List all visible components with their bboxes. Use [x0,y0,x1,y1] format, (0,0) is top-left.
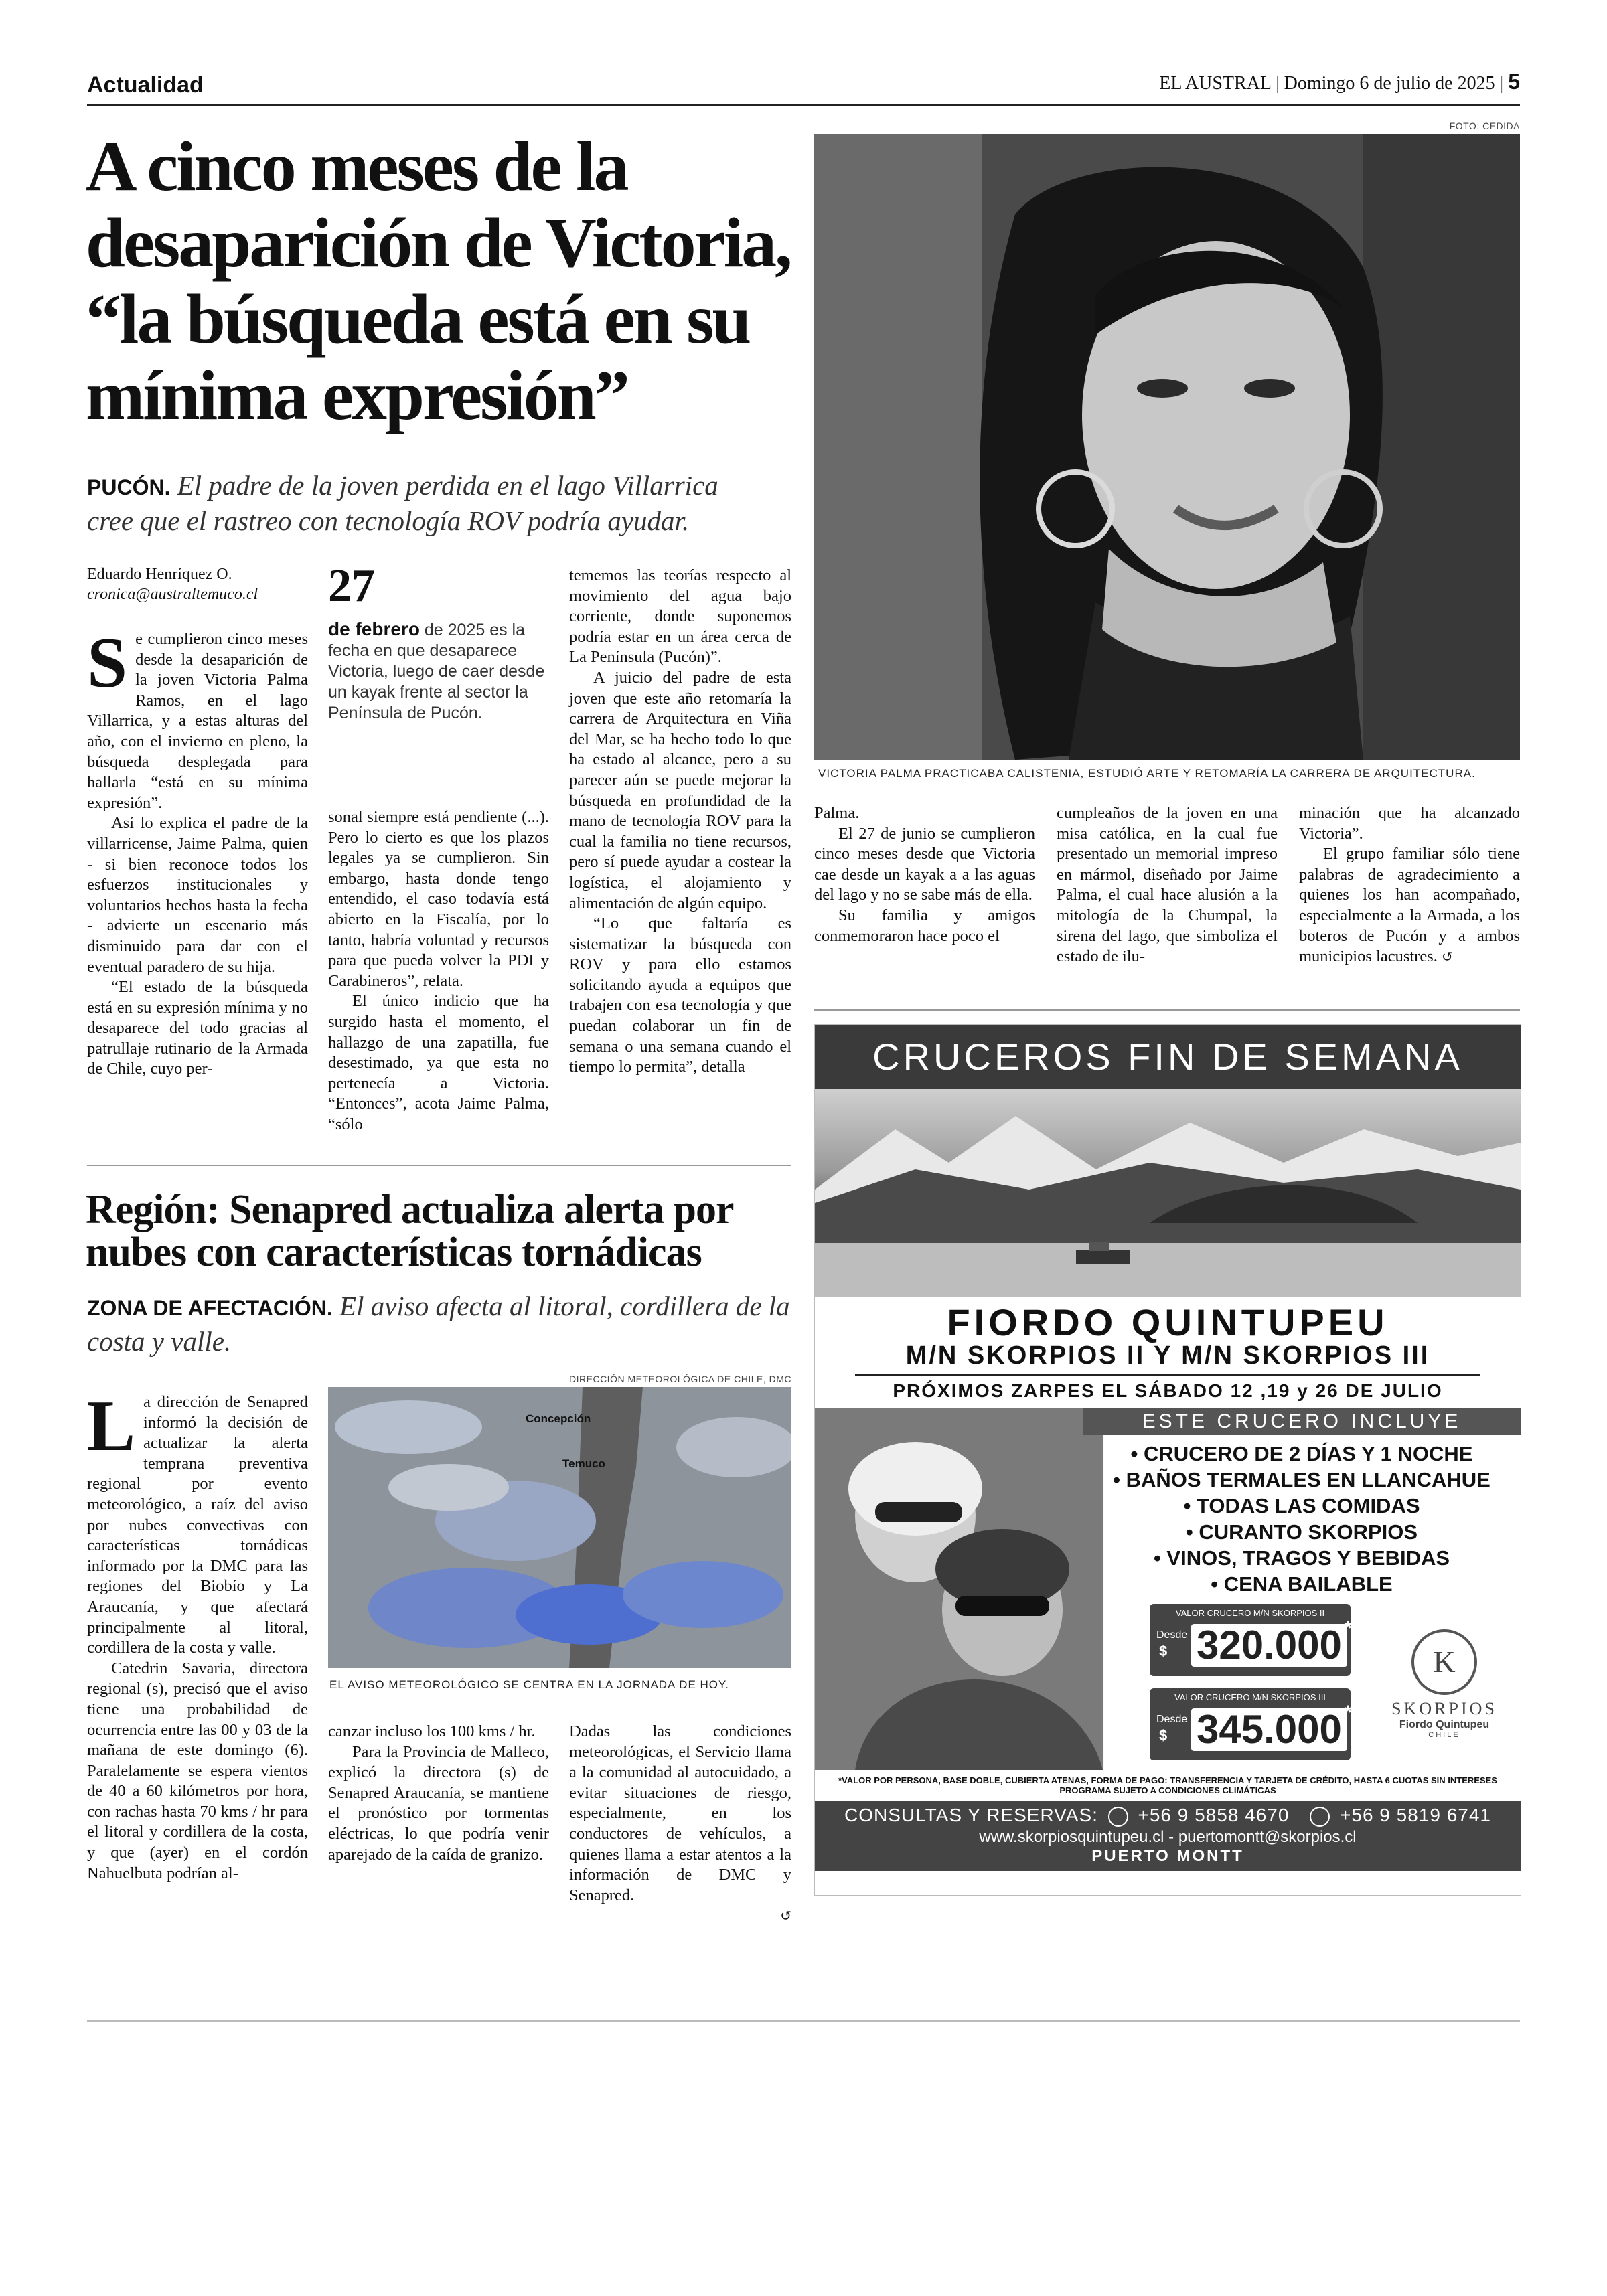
paragraph: e cumplieron cinco meses desde la desaparición de la joven Victoria Palma Ramos, en el lago Villarrica, y a estas alturas del año, con el invierno en pleno, la búsqueda desplegada para hallarla “está en su mínima expresión”. [87,630,308,812]
phone-2[interactable]: +56 9 5819 6741 [1340,1805,1491,1825]
headline-line: A cinco meses de la [86,127,627,206]
photo-caption: VICTORIA PALMA PRACTICABA CALISTENIA, ESTUDIÓ ARTE Y RETOMARÍA LA CARRERA DE ARQUITECTURA. [818,767,1476,780]
ad-banner: CRUCEROS FIN DE SEMANA [815,1025,1521,1089]
fjord-illustration [815,1089,1521,1297]
paper-name: EL AUSTRAL [1159,73,1271,94]
ad-ships: M/N SKORPIOS II Y M/N SKORPIOS III [905,1341,1430,1370]
headline-line: nubes con características tornádicas [86,1230,702,1275]
price-asterisk: * [1344,1702,1352,1724]
headline-line: Región: Senapred actualiza alerta por [86,1187,734,1232]
whatsapp-icon [1310,1807,1330,1827]
headline-senapred [86,1188,795,1274]
contact-band [815,1801,1521,1871]
satellite-map [328,1387,791,1668]
map-label-concepcion: Concepción [526,1412,591,1425]
paragraph: A juicio del padre de esta joven que este año retomaría la carrera de Arquitectura en Viña del Mar, se ha hecho todo lo que ha estado al alcance, pero a su parecer aún se puede mejorar la búsqueda en profundidad de la mano de tecnología ROV para la cual la familia no tiene recursos, pero sí puede ayudar a costear la logística, el alojamiento y alimentación de algún equipo. [569,668,791,912]
price-asterisk: * [1344,1617,1352,1639]
header-rule [87,104,1520,106]
paragraph: Catedrin Savaria, directora regional (s), precisó que el aviso tiene una probabilidad de ocurrencia entre las 00 y 03 de la mañana de este domingo (6). Paralelamente se espera vientos de 40 a 60 kilómetros por hora, con rachas hasta 70 kms / hr para el litoral y cordillera de la costa, y que (ayer) en el cordón Nahuelbuta podrían al- [87,1659,308,1882]
skorpios-logo [1377,1629,1511,1739]
deck-kicker: ZONA DE AFECTACIÓN. [87,1296,333,1320]
dropcap: S [87,623,128,703]
ad-body [815,1408,1521,1770]
price-from: Desde [1156,1714,1188,1725]
paragraph: tememos las teorías respecto al movimiento del agua bajo corriente, donde suponemos podría estar en un área cerca de La Península (Pucón)”. [569,566,791,667]
include-item: • CENA BAILABLE [1211,1572,1393,1596]
ad-title: FIORDO QUINTUPEU [947,1301,1389,1343]
paragraph: Dadas las condiciones meteorológicas, el Servicio llama a la comunidad al autocuidado, a evitar situaciones de riesgo, especialmente, en los conductores de vehículos, a quienes llama a estar atentos a la información de DMC y Senapred. [569,1722,791,1904]
paragraph: “Lo que faltaría es sistematizar la búsqueda con ROV y para ello estamos solicitando ayuda a equipos que trabajen con esa tecnología y que puedan colaborar un fin de semana o una semana cuando el tiempo lo permita”, detalla [569,914,791,1076]
deck-kicker: PUCÓN. [87,475,171,499]
cruise-advertisement[interactable] [814,1024,1521,1896]
dropcap: L [87,1386,136,1466]
include-item: • TODAS LAS COMIDAS [1183,1494,1420,1518]
travelers-illustration [815,1408,1103,1770]
include-item: • VINOS, TRAGOS Y BEBIDAS [1153,1546,1450,1570]
deck-text: El padre de la joven perdida en el lago Villarrica [177,470,718,501]
story1-column-5 [1057,803,1278,967]
price-box-skorpios-iii [1150,1688,1351,1760]
paragraph: Así lo explica el padre de la villarricense, Jaime Palma, quien - si bien reconoce todos los esfuerzos institucionales y voluntarios hechos hasta la fecha - advierte un escenario más disminuido para dar con el eventual paradero de su hija. [87,814,308,976]
paragraph: El 27 de junio se cumplieron cinco meses desde que Victoria cae desde un kayak a a las aguas del lago y no se sabe más de ella. [814,824,1035,904]
fact-box [328,562,549,724]
paragraph: “El estado de la búsqueda está en su expresión mínima y no desaparece del todo gracias al patrullaje rutinario de la Armada de Chile, cuyo per- [87,978,308,1078]
story1-column-4 [814,803,1035,947]
phone-1[interactable]: +56 9 5858 4670 [1138,1805,1290,1825]
price-label: VALOR CRUCERO M/N SKORPIOS II [1175,1608,1325,1618]
author: Eduardo Henríquez O. [87,566,232,583]
portrait-illustration [814,134,1520,760]
victoria-photo [814,134,1520,760]
paragraph: Palma. [814,804,860,822]
contact-label: CONSULTAS Y RESERVAS: [844,1805,1098,1825]
price-box-skorpios-ii [1150,1604,1351,1676]
section-label: Actualidad [87,72,204,98]
paragraph: cumpleaños de la joven en una misa católica, en la cual fue presentado un memorial impreso en mármol, diseñado por Jaime Palma, el cual hace alusión a la mitología de la Chumpal, la sirena del lago, que simboliza el estado de ilu- [1057,804,1278,966]
headline-line: desaparición de Victoria, [86,203,791,282]
paragraph: canzar incluso los 100 kms / hr. [328,1722,536,1740]
includes-list [1083,1441,1521,1597]
map-caption: EL AVISO METEOROLÓGICO SE CENTRA EN LA JORNADA DE HOY. [329,1678,729,1691]
paragraph: El grupo familiar sólo tiene palabras de agradecimiento a quienes los han acompañado, especialmente a la Armada, a los boteros de Pucón y a ambos municipios lacustres. [1299,845,1520,966]
paragraph: sonal siempre está pendiente (...). Pero lo cierto es que los plazos legales ya se cumplieron. Sin embargo, hasta donde tengo entendido, el caso todavía está abierto en la Fiscalía, por lo tanto, habría voluntad y recursos para que pueda volver la PDI y Carabineros”, relata. [328,808,549,990]
paragraph: Su familia y amigos conmemoraron hace poco el [814,906,1035,945]
story2-column-2 [328,1722,549,1865]
headline-main [86,129,809,434]
price-currency: $ [1159,1643,1168,1659]
deck-text: El aviso afecta al litoral, cordillera de la [339,1291,790,1321]
footer-rule [87,2020,1520,2022]
deck-text: cree que el rastreo con tecnología ROV podría ayudar. [87,505,690,536]
whatsapp-icon [1108,1807,1128,1827]
end-mark: ↺ [1441,949,1453,965]
deck-senapred [87,1289,797,1358]
paragraph: a dirección de Senapred informó la decisión de actualizar la alerta temprana preventiva regional por evento meteorológico, a raíz del aviso por nubes convectivas con características tornádicas informado por la DMC para las regiones del Biobío y La Araucanía, y que afectará principalmente al litoral, cordillera de la costa y valle. [87,1393,308,1657]
page-header: EL AUSTRAL | Domingo 6 de julio de 2025 | 5 [1159,70,1520,94]
headline-line: “la búsqueda está en su [86,280,750,358]
map-credit: DIRECCIÓN METEOROLÓGICA DE CHILE, DMC [569,1374,791,1384]
includes-title: ESTE CRUCERO INCLUYE [1083,1408,1521,1435]
logo-sub: Fiordo Quintupeu [1399,1719,1490,1730]
fact-number: 27 [328,560,375,612]
price-label: VALOR CRUCERO M/N SKORPIOS III [1174,1692,1326,1702]
include-item: • CRUCERO DE 2 DÍAS Y 1 NOCHE [1130,1442,1473,1465]
deck-text: costa y valle. [87,1326,232,1357]
deck-main [87,469,797,538]
price-value: 320.000 [1191,1624,1347,1667]
logo-country: CHILE [1428,1731,1460,1739]
issue-date: Domingo 6 de julio de 2025 [1284,73,1495,94]
include-item: • CURANTO SKORPIOS [1185,1520,1418,1544]
story1-column-2 [328,807,549,1135]
fine-print-1: *VALOR POR PERSONA, BASE DOBLE, CUBIERTA ATENAS, FORMA DE PAGO: TRANSFERENCIA Y TARJETA DE CRÉDITO, HASTA 6 CUOTAS SIN INTERESES [838,1775,1497,1785]
fact-bold: de febrero [328,619,420,639]
author-email: cronica@australtemuco.cl [87,586,258,603]
paragraph: Para la Provincia de Malleco, explicó la directora (s) de Senapred Araucanía, se mantiene el pronóstico por tormentas eléctricas, lo que podría venir aparejado de la caída de granizo. [328,1742,549,1864]
logo-name: SKORPIOS [1391,1699,1497,1718]
price-value: 345.000 [1191,1708,1347,1751]
ad-city: PUERTO MONTT [1091,1846,1244,1865]
map-label-temuco: Temuco [562,1457,605,1470]
paragraph: minación que ha alcanzado Victoria”. [1299,804,1520,843]
include-item: • BAÑOS TERMALES EN LLANCAHUE [1113,1468,1490,1491]
fact-text: de 2025 es la fecha en que desaparece Victoria, luego de caer desde un kayak frente al sector la Península de Pucón. [328,621,545,722]
story1-column-1 [87,623,308,1080]
section-rule [87,1165,791,1166]
story2-column-1 [87,1386,308,1884]
story1-column-6 [1299,803,1520,967]
fjord-photo [815,1089,1521,1297]
price-from: Desde [1156,1629,1188,1641]
logo-emblem: K [1411,1629,1477,1695]
website-email[interactable]: www.skorpiosquintupeu.cl - puertomontt@skorpios.cl [979,1827,1357,1846]
satellite-illustration [328,1387,791,1668]
ad-dates: PRÓXIMOS ZARPES EL SÁBADO 12 ,19 y 26 DE JULIO [893,1380,1443,1401]
end-mark: ↺ [780,1908,791,1924]
headline-line: mínima expresión” [86,356,628,434]
paragraph: El único indicio que ha surgido hasta el momento, el hallazgo de una zapatilla, fue desestimado, ya que esta no pertenecía a Victoria. “Entonces”, acota Jaime Palma, “sólo [328,992,549,1133]
column-rule [814,1009,1520,1011]
story2-column-3 [569,1722,791,1926]
story1-column-3 [569,566,791,1078]
byline [87,564,308,604]
photo-credit: FOTO: CEDIDA [1449,120,1520,131]
price-currency: $ [1159,1727,1168,1744]
fine-print-2: PROGRAMA SUJETO A CONDICIONES CLIMÁTICAS [1059,1785,1276,1795]
page-number: 5 [1508,70,1520,94]
